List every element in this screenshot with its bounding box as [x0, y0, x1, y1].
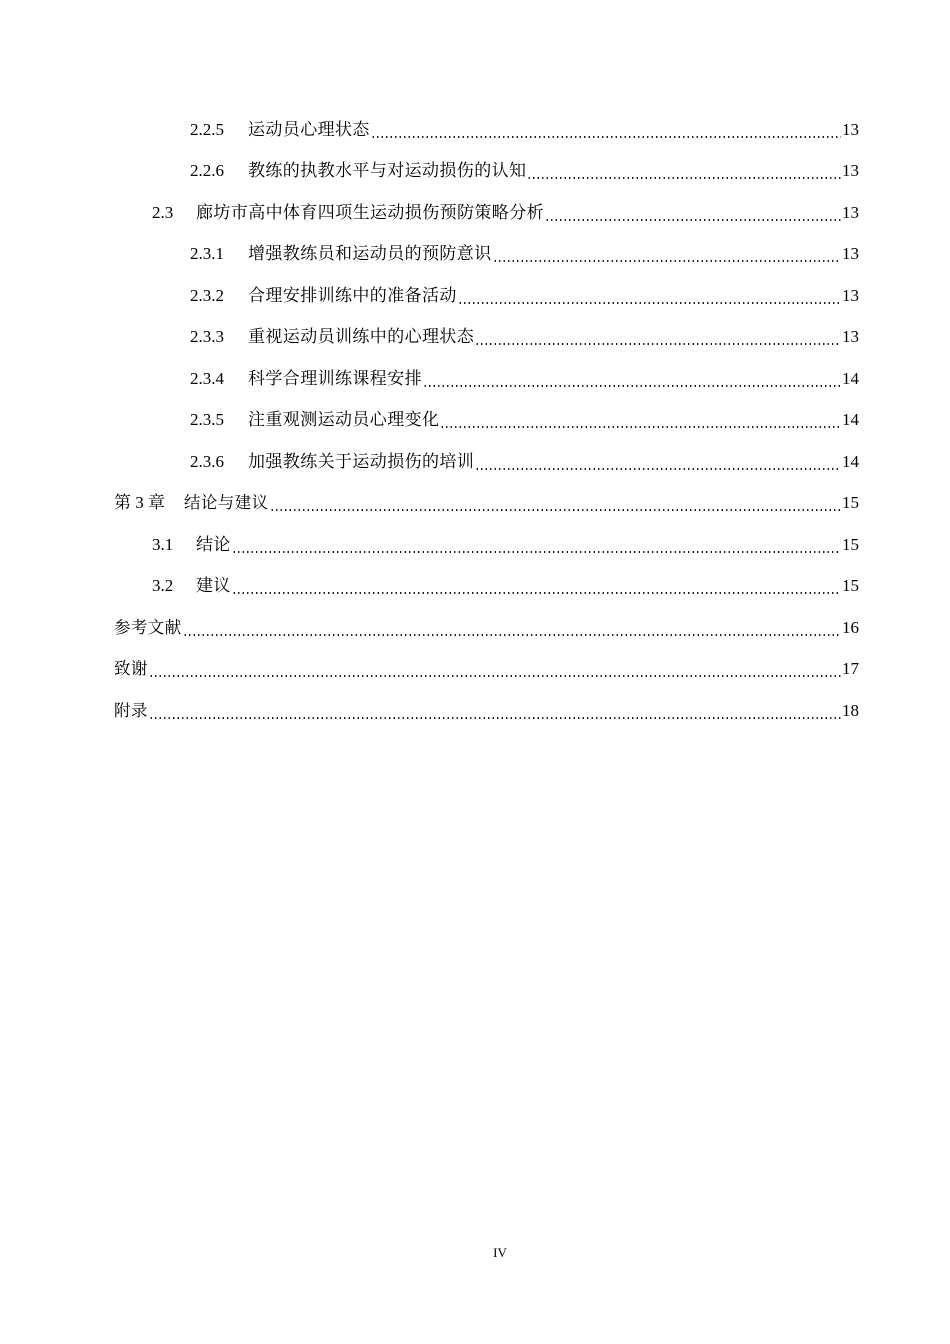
toc-entry-page: 13 — [842, 202, 859, 222]
toc-entry-acknowledgements[interactable] — [0, 649, 950, 691]
table-of-contents — [0, 109, 950, 732]
toc-entry-title: 教练的执教水平与对运动损伤的认知 — [248, 161, 527, 181]
toc-entry-title: 加强教练关于运动损伤的培训 — [248, 451, 475, 471]
dot-leader — [458, 302, 841, 304]
toc-entry-2-3-5[interactable] — [0, 400, 950, 442]
toc-entry-number: 2.3.3 — [190, 327, 224, 347]
dot-leader — [475, 468, 841, 470]
toc-entry-2-3-1[interactable] — [0, 234, 950, 276]
toc-entry-page: 17 — [842, 659, 859, 679]
toc-entry-title: 增强教练员和运动员的预防意识 — [248, 244, 492, 264]
toc-entry-number: 3.1 — [152, 534, 174, 554]
toc-entry-2-2-6[interactable] — [0, 151, 950, 193]
dot-leader — [527, 177, 841, 179]
toc-entry-2-3-3[interactable] — [0, 317, 950, 359]
toc-entry-page: 15 — [842, 534, 859, 554]
dot-leader — [440, 426, 841, 428]
toc-entry-page: 13 — [842, 119, 859, 139]
toc-entry-title: 附录 — [114, 700, 148, 720]
toc-entry-title: 运动员心理状态 — [248, 119, 370, 139]
dot-leader — [475, 343, 841, 345]
toc-entry-2-3-2[interactable] — [0, 275, 950, 317]
toc-entry-page: 14 — [842, 451, 859, 471]
toc-entry-title: 科学合理训练课程安排 — [248, 368, 422, 388]
toc-entry-page: 14 — [842, 368, 859, 388]
toc-entry-title: 建议 — [196, 576, 231, 596]
toc-entry-title: 重视运动员训练中的心理状态 — [248, 327, 475, 347]
dot-leader — [232, 551, 841, 553]
toc-entry-title: 廊坊市高中体育四项生运动损伤预防策略分析 — [196, 202, 544, 222]
toc-entry-page: 15 — [842, 576, 859, 596]
toc-entry-title: 合理安排训练中的准备活动 — [248, 285, 457, 305]
dot-leader — [545, 219, 841, 221]
dot-leader — [371, 136, 841, 138]
toc-entry-3-1[interactable] — [0, 524, 950, 566]
toc-entry-number: 2.3.5 — [190, 410, 224, 430]
toc-entry-page: 13 — [842, 244, 859, 264]
page-footer-number: IV — [493, 1245, 507, 1260]
toc-entry-number: 2.3.2 — [190, 285, 224, 305]
dot-leader — [493, 260, 841, 262]
toc-entry-chapter-3[interactable] — [0, 483, 950, 525]
dot-leader — [232, 592, 841, 594]
toc-entry-title: 注重观测运动员心理变化 — [248, 410, 440, 430]
toc-entry-page: 18 — [842, 700, 859, 720]
toc-entry-page: 13 — [842, 161, 859, 181]
toc-entry-title: 结论 — [196, 534, 231, 554]
toc-entry-page: 13 — [842, 285, 859, 305]
toc-entry-title: 参考文献 — [114, 617, 182, 637]
toc-entry-number: 2.2.5 — [190, 119, 224, 139]
toc-entry-page: 14 — [842, 410, 859, 430]
toc-entry-title: 结论与建议 — [184, 493, 269, 513]
toc-entry-2-3-6[interactable] — [0, 441, 950, 483]
toc-entry-references[interactable] — [0, 607, 950, 649]
dot-leader — [423, 385, 841, 387]
dot-leader — [270, 509, 842, 511]
toc-entry-page: 15 — [842, 493, 859, 513]
toc-entry-page: 16 — [842, 617, 859, 637]
toc-entry-number: 第 3 章 — [114, 493, 165, 513]
toc-entry-3-2[interactable] — [0, 566, 950, 608]
dot-leader — [183, 634, 841, 636]
toc-entry-number: 2.3 — [152, 202, 174, 222]
dot-leader — [149, 675, 841, 677]
toc-entry-number: 3.2 — [152, 576, 174, 596]
dot-leader — [149, 717, 841, 719]
toc-entry-number: 2.3.1 — [190, 244, 224, 264]
toc-entry-2-3-4[interactable] — [0, 358, 950, 400]
toc-entry-appendix[interactable] — [0, 690, 950, 732]
toc-entry-number: 2.3.6 — [190, 451, 224, 471]
toc-entry-number: 2.2.6 — [190, 161, 224, 181]
toc-entry-2-2-5[interactable] — [0, 109, 950, 151]
toc-entry-title: 致谢 — [114, 659, 148, 679]
toc-entry-2-3[interactable] — [0, 192, 950, 234]
toc-entry-number: 2.3.4 — [190, 368, 224, 388]
toc-entry-page: 13 — [842, 327, 859, 347]
